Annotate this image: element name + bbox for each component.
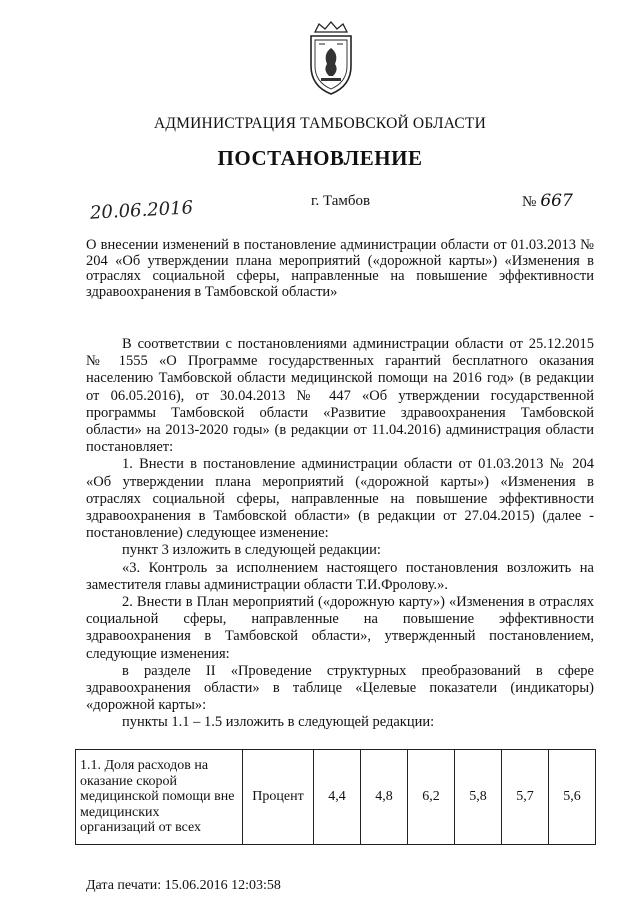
value-cell: 5,6 xyxy=(549,750,596,845)
value-cell: 6,2 xyxy=(408,750,455,845)
paragraph-preamble: В соответствии с постановлениями администрации области от 25.12.2015 № 1555 «О Программе государственных гарантий бесплатного оказания населению Тамбовской области медицинской помощи на 2016 год» (в редакции от 06.05.2016), от 30.04.2013 № 447 «Об утверждении государственной программы Тамбовской области «Развитие здравоохранения Тамбовской области» на 2013-2020 годы» (в редакции от 11.04.2016) администрация области постановляет: xyxy=(86,336,594,456)
document-title: ПОСТАНОВЛЕНИЕ xyxy=(217,146,423,170)
organization-name: АДМИНИСТРАЦИЯ ТАМБОВСКОЙ ОБЛАСТИ xyxy=(154,115,486,132)
handwritten-date: 20.06.2016 xyxy=(89,197,194,224)
coat-of-arms-icon xyxy=(305,20,357,96)
unit-cell: Процент xyxy=(243,750,314,845)
indicators-table xyxy=(75,749,596,845)
document-subject: О внесении изменений в постановление администрации области от 01.03.2013 № 204 «Об утверждении плана мероприятий («дорожной карты») «Изменения в отраслях социальной сферы, направленные на повышение эффективности здравоохранения в Тамбовской области» xyxy=(86,237,594,300)
document-body xyxy=(86,336,594,732)
table-row xyxy=(76,750,596,845)
paragraph-points: пункты 1.1 – 1.5 изложить в следующей редакции: xyxy=(122,714,435,731)
value-cell: 4,8 xyxy=(361,750,408,845)
value-cell: 4,4 xyxy=(314,750,361,845)
city-label: г. Тамбов xyxy=(311,193,371,209)
paragraph-item-1: 1. Внести в постановление администрации области от 01.03.2013 № 204 «Об утверждении плана мероприятий («дорожной карты») «Изменения в отраслях социальной сферы, направленные на повышение эффективности здравоохранения в Тамбовской области» (в редакции от 27.04.2015) (далее - постановление) следующее изменение: xyxy=(86,456,594,542)
handwritten-number: 667 xyxy=(540,191,573,211)
value-cell: 5,8 xyxy=(455,750,502,845)
paragraph-clause-3-text: «3. Контроль за исполнением настоящего постановления возложить на заместителя главы администрации области Т.И.Фролову.». xyxy=(86,559,594,593)
value-cell: 5,7 xyxy=(502,750,549,845)
document-number xyxy=(522,191,573,211)
number-label: № xyxy=(522,194,537,210)
paragraph-item-2: 2. Внести в План мероприятий («дорожную карту») «Изменения в отраслях социальной сферы, направленные на повышение эффективности здравоохранения в Тамбовской области», утвержденный постановлением, следующие изменения: xyxy=(86,594,594,662)
paragraph-section-2: в разделе II «Проведение структурных преобразований в сфере здравоохранения области» в таблице «Целевые показатели (индикаторы) «дорожной карты»: xyxy=(86,662,594,714)
paragraph-clause-3: пункт 3 изложить в следующей редакции: xyxy=(122,542,381,559)
indicator-name-cell: 1.1. Доля расходов на оказание скорой медицинской помощи вне медицинских организаций от всех xyxy=(76,750,243,845)
print-date: Дата печати: 15.06.2016 12:03:58 xyxy=(86,878,281,893)
